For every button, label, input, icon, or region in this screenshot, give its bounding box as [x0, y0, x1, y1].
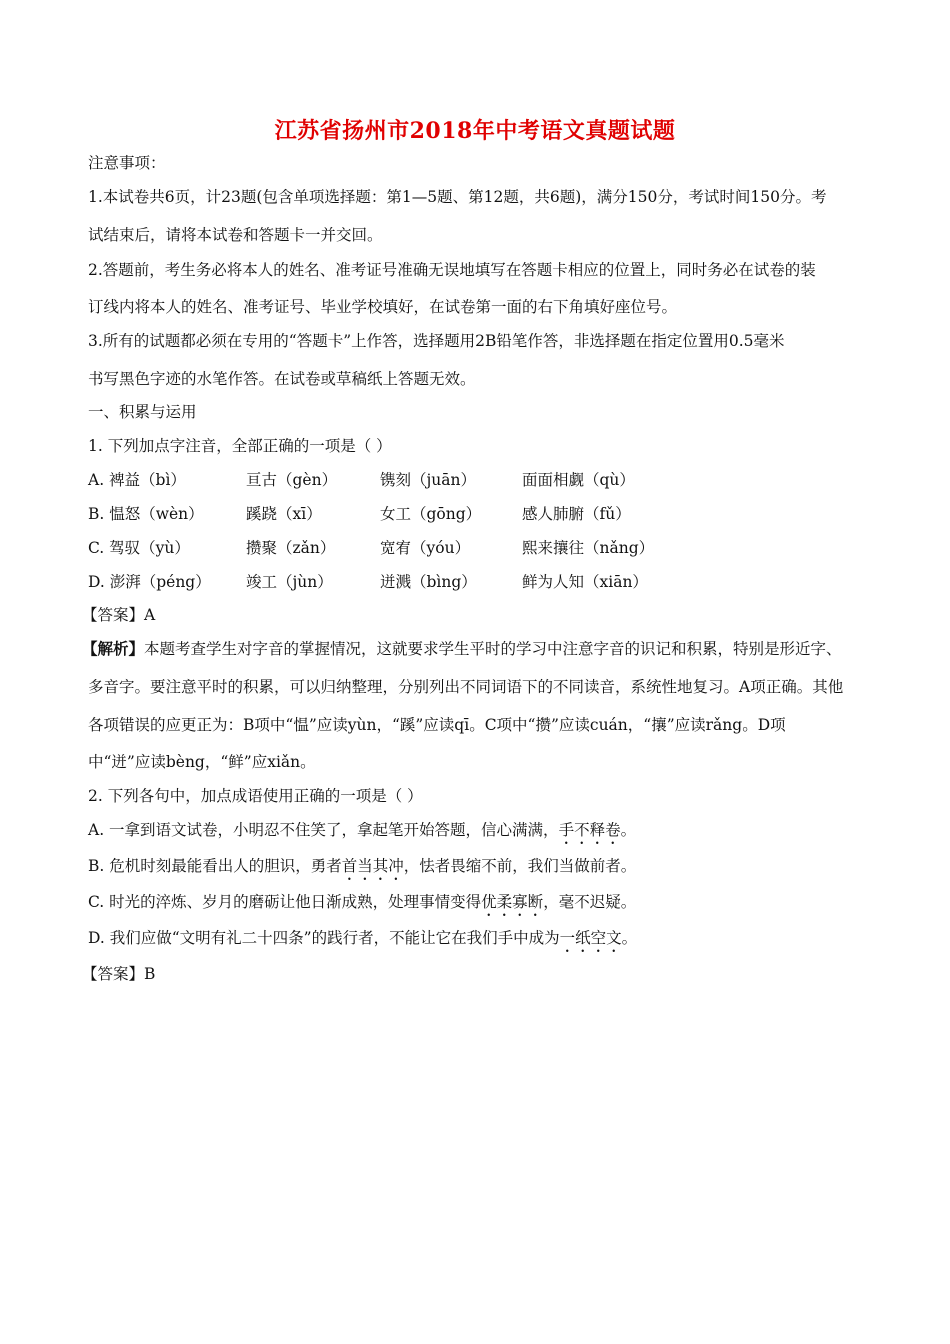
- q2-option-d-end: 。: [621, 929, 638, 947]
- question-1-analysis-line-2: 多音字。要注意平时的积累，可以归纳整理，分别列出不同词语下的不同读音，系统性地复习。A项正确。其他: [88, 678, 844, 696]
- q1-option-c-3: 宽宥（yóu）: [380, 539, 471, 557]
- q1-option-b-2: 蹊跷（xī）: [246, 505, 322, 523]
- q2-option-b-end: ，怯者畏缩不前，我们当做前者。: [403, 857, 637, 875]
- q2-option-b-text: B. 危机时刻最能看出人的胆识，勇者: [88, 857, 342, 875]
- q1-option-a-2: 亘古（gèn）: [246, 471, 338, 489]
- q1-option-c-2: 攒聚（zǎn）: [246, 539, 336, 557]
- notice-item-1-line-2: 试结束后，请将本试卷和答题卡一并交回。: [88, 226, 383, 244]
- notice-item-1-line-1: 1.本试卷共6页，计23题(包含单项选择题：第1—5题、第12题，共6题)，满分150分，考试时间150分。考: [88, 188, 827, 206]
- q1-option-c-1: C. 驾驭（yù）: [88, 539, 190, 557]
- q2-option-d: [88, 927, 637, 956]
- q2-option-d-idiom: 一纸空文: [559, 929, 622, 947]
- analysis-label: 【解析】: [82, 639, 145, 658]
- notice-item-3-line-1: 3.所有的试题都必须在专用的“答题卡”上作答，选择题用2B铅笔作答，非选择题在指定位置用0.5毫米: [88, 332, 785, 350]
- q1-option-b-4: 感人肺腑（fǔ）: [522, 505, 631, 523]
- q1-option-d-3: 迸溅（bìng）: [380, 573, 477, 591]
- q2-option-b: [88, 855, 636, 884]
- question-2-answer: 【答案】B: [82, 965, 156, 983]
- notice-item-2-line-2: 订线内将本人的姓名、准考证号、毕业学校填好，在试卷第一面的右下角填好座位号。: [88, 298, 678, 316]
- q1-option-b-1: B. 愠怒（wèn）: [88, 505, 204, 523]
- q1-option-b-3: 女工（gōng）: [380, 505, 482, 523]
- notice-item-2-line-1: 2.答题前，考生务必将本人的姓名、准考证号准确无误地填写在答题卡相应的位置上，同时务必在试卷的装: [88, 261, 816, 279]
- q1-option-d-1: D. 澎湃（péng）: [88, 573, 211, 591]
- q1-option-d-2: 竣工（jùn）: [246, 573, 333, 591]
- q2-option-a: [88, 819, 636, 848]
- question-1-analysis-line-4: 中“迸”应读bèng，“鲜”应xiǎn。: [88, 753, 316, 771]
- section-heading: 一、积累与运用: [88, 403, 197, 421]
- q1-option-a-4: 面面相觑（qù）: [522, 471, 635, 489]
- notice-heading: 注意事项：: [88, 154, 166, 172]
- q2-option-a-idiom: 手不释卷: [558, 821, 621, 839]
- q2-option-c-idiom: 优柔寡断: [481, 893, 544, 911]
- question-1-answer: 【答案】A: [82, 606, 156, 624]
- q1-option-c-4: 熙来攘往（nǎng）: [522, 539, 655, 557]
- q2-option-c: [88, 891, 636, 920]
- notice-item-3-line-2: 书写黑色字迹的水笔作答。在试卷或草稿纸上答题无效。: [88, 370, 476, 388]
- question-1-analysis-line-3: 各项错误的应更正为：B项中“愠”应读yùn，“蹊”应读qī。C项中“攒”应读cuán，“攘”应读rǎng。D项: [88, 716, 786, 734]
- q2-option-c-text: C. 时光的淬炼、岁月的磨砺让他日渐成熟，处理事情变得: [88, 893, 482, 911]
- q2-option-c-end: ，毫不迟疑。: [543, 893, 637, 911]
- question-1-stem: 1. 下列加点字注音，全部正确的一项是（ ）: [88, 437, 392, 455]
- q2-option-d-text: D. 我们应做“文明有礼二十四条”的践行者，不能让它在我们手中成为: [88, 929, 560, 947]
- q2-option-a-text: A. 一拿到语文试卷，小明忍不住笑了，拿起笔开始答题，信心满满，: [88, 821, 559, 839]
- q2-option-b-idiom: 首当其冲: [341, 857, 404, 875]
- q2-option-a-end: 。: [620, 821, 637, 839]
- question-2-stem: 2. 下列各句中，加点成语使用正确的一项是（ ）: [88, 787, 423, 805]
- document-title: 江苏省扬州市2018年中考语文真题试题: [274, 118, 676, 144]
- analysis-text: 本题考查学生对字音的掌握情况，这就要求学生平时的学习中注意字音的识记和积累，特别是形近字、: [144, 640, 842, 658]
- q1-option-d-4: 鲜为人知（xiān）: [522, 573, 648, 591]
- q1-option-a-3: 镌刻（juān）: [380, 471, 477, 489]
- q1-option-a-1: A. 裨益（bì）: [88, 471, 186, 489]
- question-1-analysis-line-1: [82, 638, 842, 660]
